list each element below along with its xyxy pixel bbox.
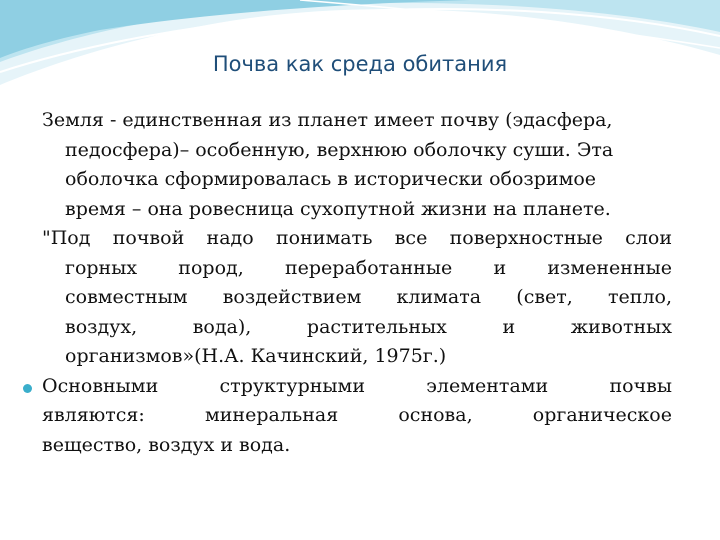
paragraph-line: воздух, вода), растительных и животных bbox=[65, 315, 672, 338]
paragraph-line: Земля - единственная из планет имеет почву (эдасфера, bbox=[42, 109, 613, 131]
bullet-paragraph bbox=[42, 372, 672, 461]
slide-title: Почва как среда обитания bbox=[212, 52, 508, 76]
bullet-icon bbox=[23, 384, 32, 393]
paragraph-line: организмов»(Н.А. Качинский, 1975г.) bbox=[65, 345, 447, 367]
paragraph-1 bbox=[42, 106, 672, 224]
paragraph-line: педосфера)– особенную, верхнюю оболочку суши. Эта bbox=[65, 138, 614, 161]
paragraph-line: являются: минеральная основа, органическое bbox=[42, 404, 672, 426]
header-wave-decoration bbox=[0, 0, 720, 90]
paragraph-line: вещество, воздух и вода. bbox=[42, 433, 291, 456]
paragraph-line: время – она ровесница сухопутной жизни на планете. bbox=[65, 197, 611, 220]
paragraph-line: оболочка сформировалась в исторически обозримое bbox=[65, 168, 597, 190]
paragraph-2-quote bbox=[42, 224, 672, 372]
paragraph-line: Основными структурными элементами почвы bbox=[42, 374, 672, 397]
paragraph-line: горных пород, переработанные и измененные bbox=[65, 256, 672, 279]
slide-body bbox=[42, 106, 672, 460]
paragraph-line: совместным воздействием климата (свет, тепло, bbox=[65, 286, 672, 308]
paragraph-line: "Под почвой надо понимать все поверхностные слои bbox=[42, 227, 672, 249]
